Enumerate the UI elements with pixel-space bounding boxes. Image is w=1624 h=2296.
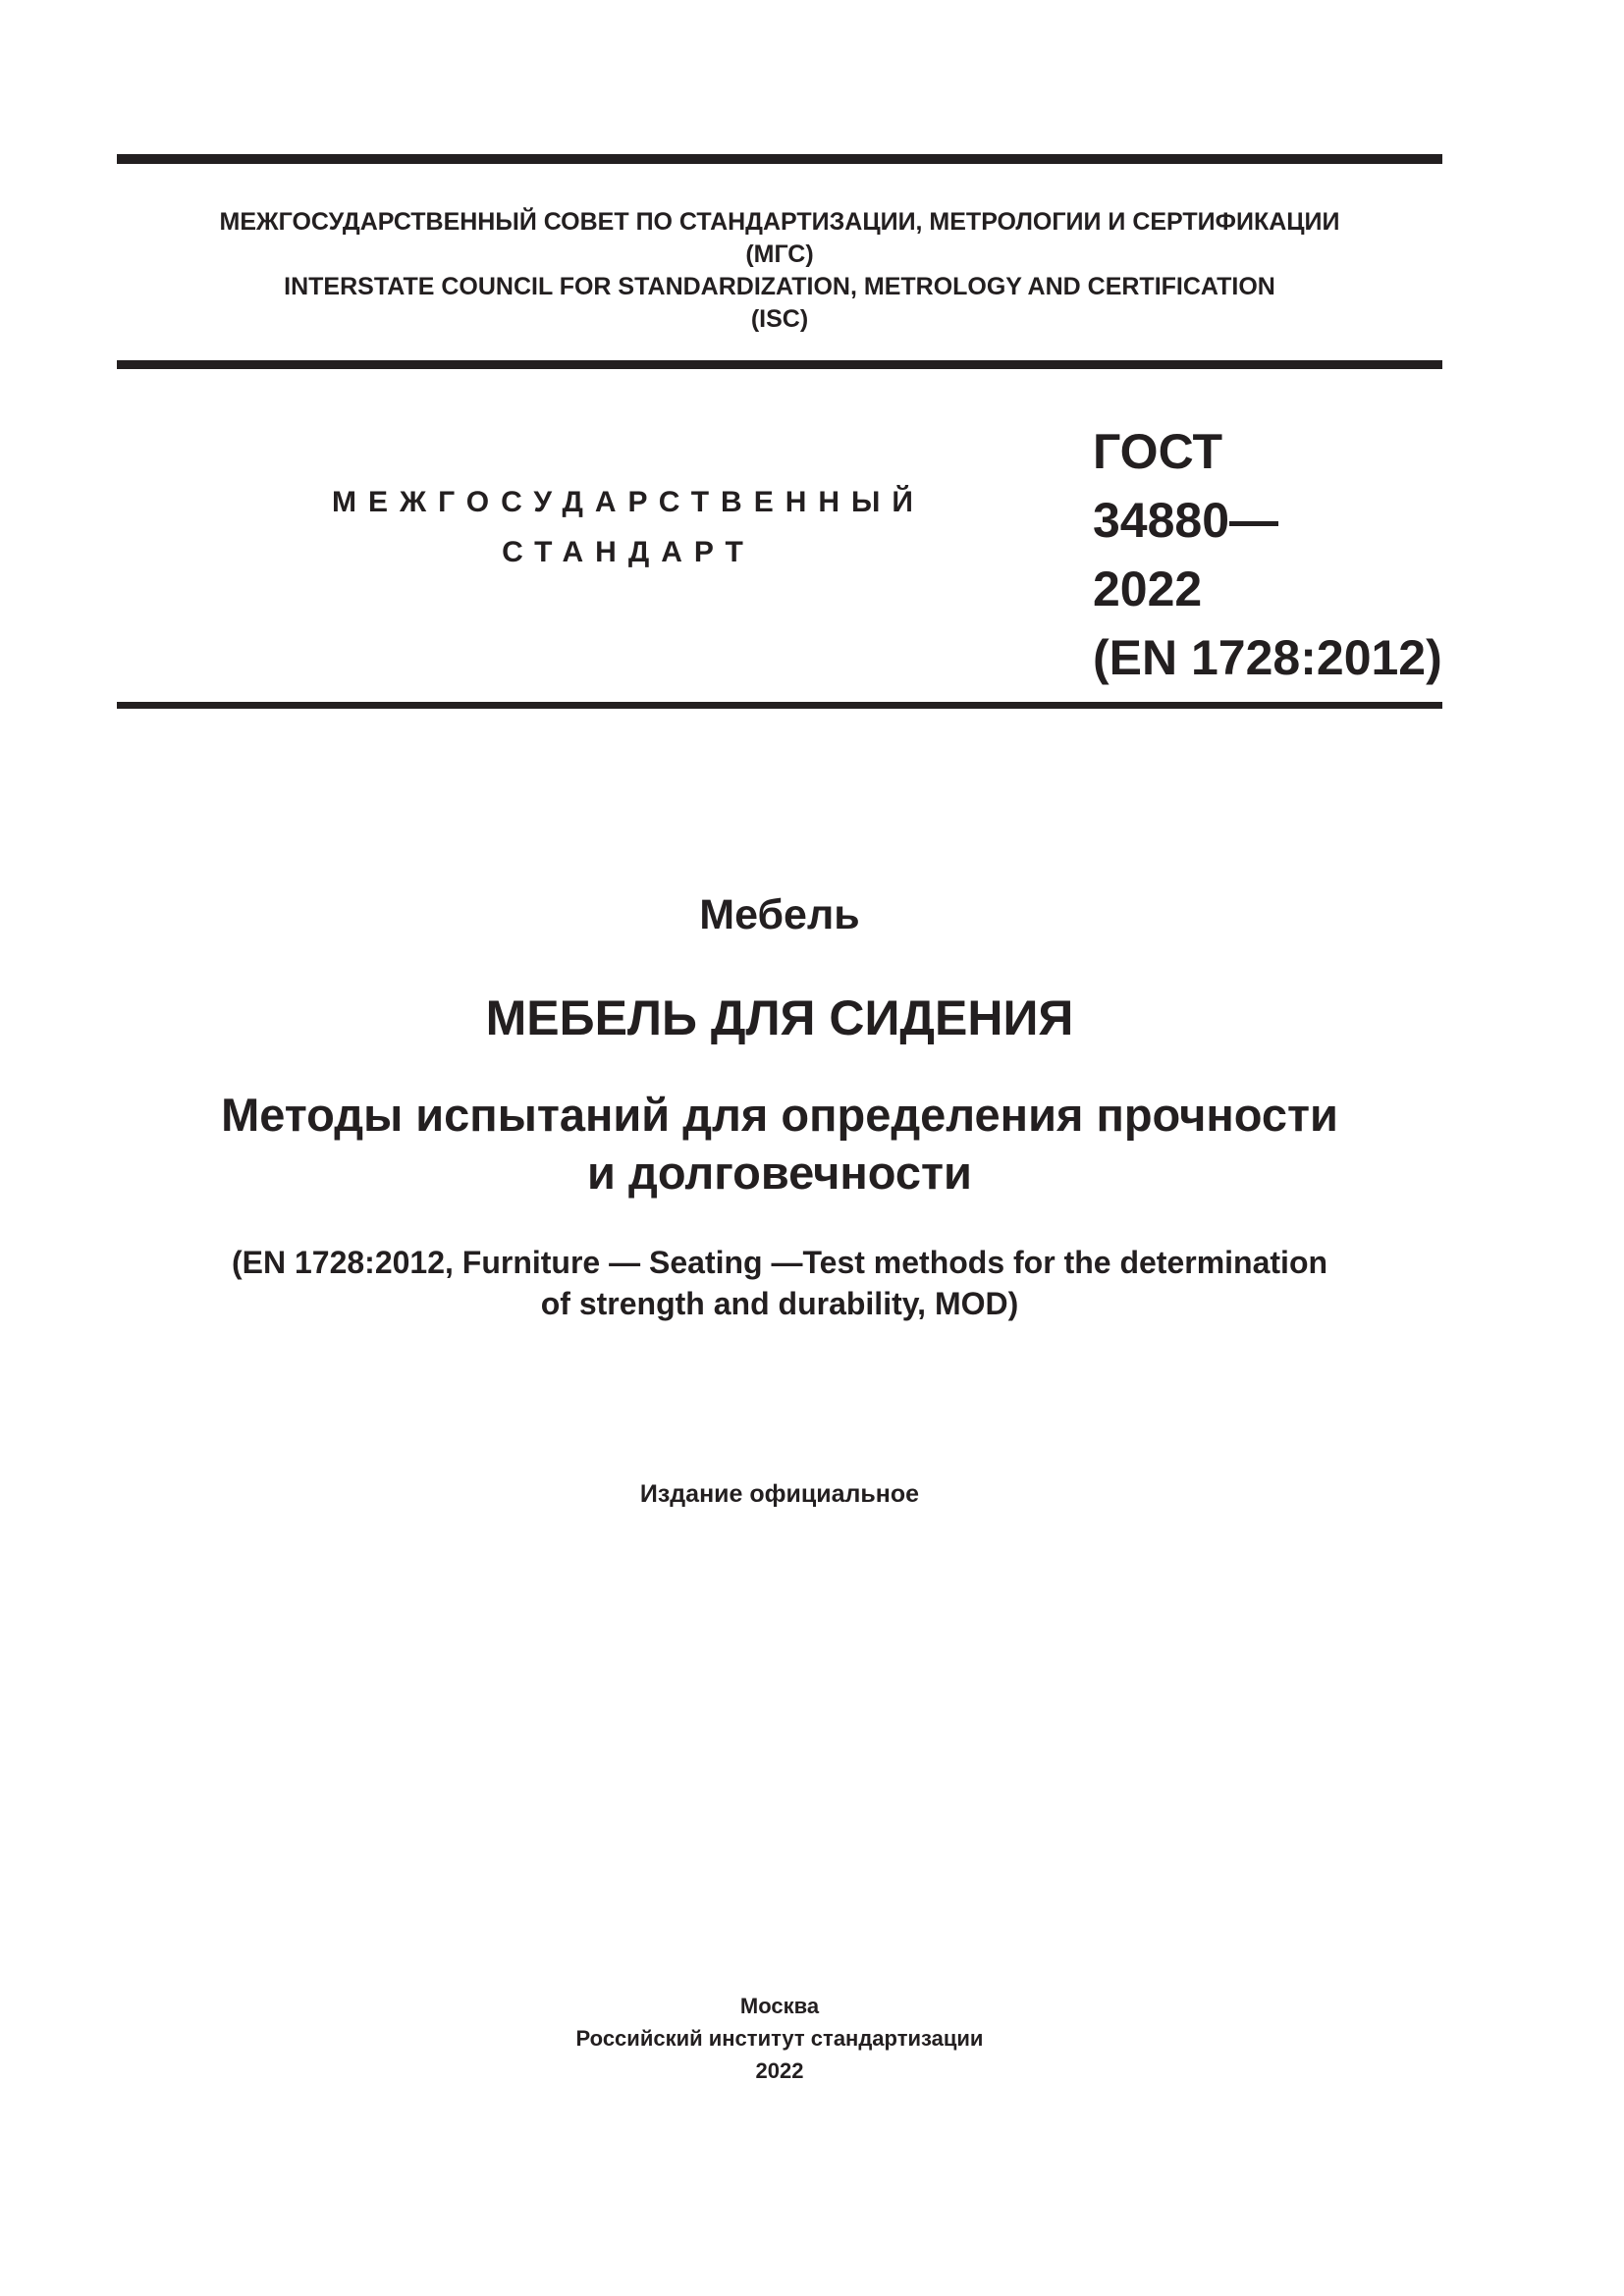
title-english-line1: (EN 1728:2012, Furniture — Seating —Test methods for the determination [231, 1245, 1328, 1280]
title-sub-line2: и долговечности [587, 1147, 972, 1199]
imprint-year: 2022 [755, 2058, 804, 2083]
council-abbreviation-en: (ISC) [750, 305, 809, 333]
imprint-city: Москва [739, 1994, 820, 2018]
standard-kind-line1: МЕЖГОСУДАРСТВЕННЫЙ [332, 486, 925, 518]
gost-prefix: ГОСТ [1093, 424, 1222, 479]
standard-kind [295, 477, 962, 577]
title-sub [117, 1086, 1442, 1201]
title-general: Мебель [699, 891, 860, 938]
title-main: МЕБЕЛЬ ДЛЯ СИДЕНИЯ [485, 990, 1074, 1045]
title-sub-line1: Методы испытаний для определения прочности [221, 1089, 1338, 1141]
gost-equivalent: (EN 1728:2012) [1093, 630, 1442, 685]
council-name-en-line: INTERSTATE COUNCIL FOR STANDARDIZATION, METROLOGY AND CERTIFICATION [284, 273, 1275, 300]
council-name-ru [117, 206, 1442, 271]
gost-designation [1093, 417, 1442, 692]
middle-rule [117, 360, 1442, 369]
title-english-line2: of strength and durability, MOD) [540, 1286, 1019, 1321]
council-name-en [117, 271, 1442, 336]
council-abbreviation-ru: (МГС) [745, 240, 814, 268]
gost-year: 2022 [1093, 561, 1203, 616]
council-name-ru-line: МЕЖГОСУДАРСТВЕННЫЙ СОВЕТ ПО СТАНДАРТИЗАЦИИ, МЕТРОЛОГИИ И СЕРТИФИКАЦИИ [219, 208, 1340, 236]
edition-note: Издание официальное [639, 1480, 920, 1508]
imprint [117, 1990, 1442, 2087]
title-english [117, 1242, 1442, 1324]
imprint-publisher: Российский институт стандартизации [575, 2026, 984, 2051]
gost-number: 34880— [1093, 493, 1279, 548]
bottom-rule [117, 702, 1442, 709]
standard-kind-line2: СТАНДАРТ [502, 536, 755, 568]
top-rule [117, 154, 1442, 164]
